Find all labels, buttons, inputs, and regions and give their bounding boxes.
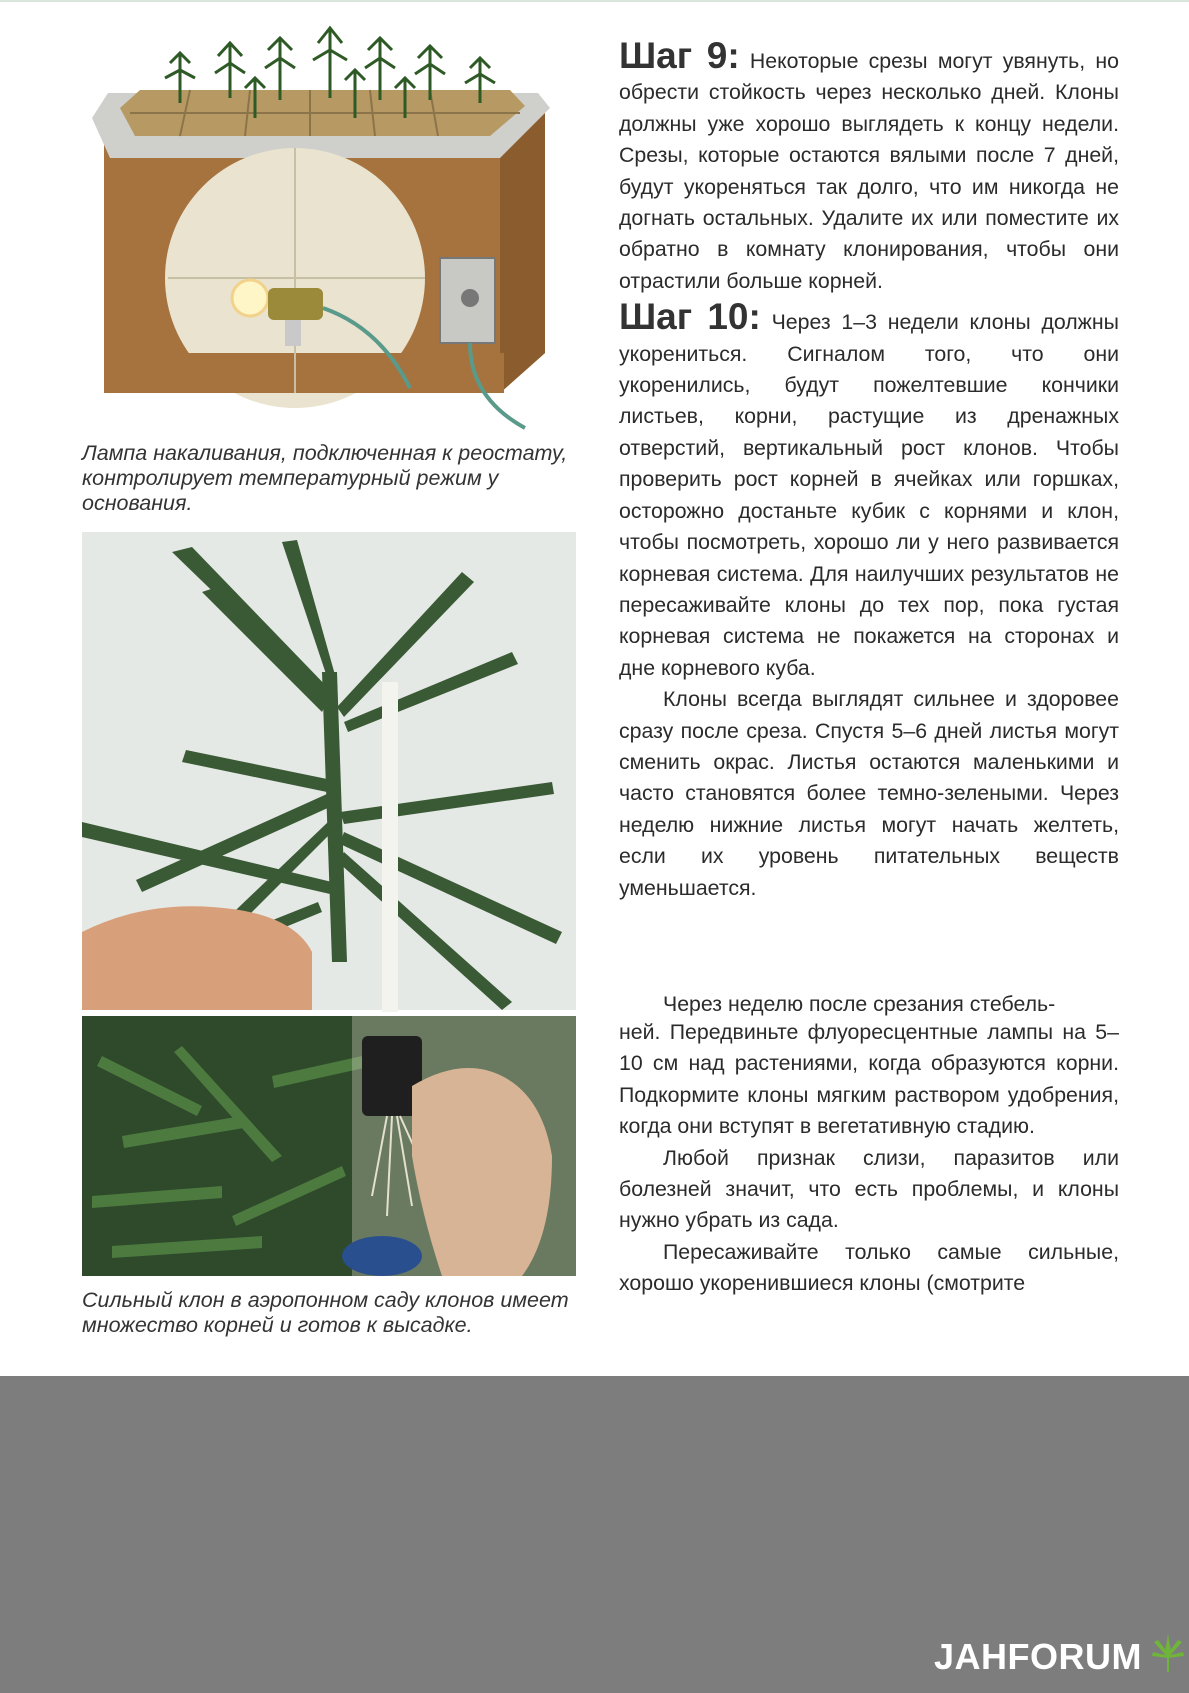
- hand: [82, 906, 312, 1010]
- slime-paragraph: Любой признак слизи, паразитов или болезней значит, что есть проблемы, и клоны нужно убрать из сада.: [619, 1145, 1119, 1233]
- blue-pot: [342, 1236, 422, 1276]
- clones-strength-paragraph: Клоны всегда выглядят сильнее и здоровее сразу после среза. Спустя 5–6 дней листья могут сменить окрас. Листья остаются маленькими и часто становятся более темно-зелеными. Через неделю нижние листья могут начать желтеть, если их уровень питательных веществ уменьшается.: [619, 687, 1119, 900]
- article-text-continued: [619, 1017, 1119, 1300]
- watermark-logo: JAHFORUM: [934, 1636, 1142, 1677]
- step-9-text: Некоторые срезы могут увянуть, но обрести стойкость через несколько дней. Клоны должны уже хорошо выглядеть к концу недели. Срезы, которые остаются вялыми после 7 дней, будут укореняться так долго, что им никогда не догнать остальных. Удалите их или поместите их обратно в комнату клонирования, чтобы они отрастили больше корней.: [619, 49, 1119, 293]
- light-bulb: [232, 280, 268, 316]
- aeroponic-clone-photo: [82, 1016, 576, 1276]
- lamps-paragraph: ней. Передвиньте флуоресцентные лампы на 5–10 см над растениями, когда образуются корни. Подкормите клоны мягким раствором удобрения, когда они вступят в вегетативную стадию.: [619, 1020, 1119, 1139]
- article-text: [619, 35, 1119, 904]
- step-9-paragraph: [619, 35, 1119, 297]
- heat-box-illustration: [80, 8, 590, 443]
- transplant-paragraph: Пересаживайте только самые сильные, хорошо укоренившиеся клоны (смотрите: [619, 1239, 1119, 1296]
- cut-off-line: Через неделю после срезания стебель-: [663, 992, 1056, 1016]
- top-rule: [0, 0, 1189, 2]
- step-10-paragraph: [619, 296, 1119, 684]
- step-9-heading: Шаг 9:: [619, 35, 740, 76]
- clone-plant-photo: [82, 532, 576, 1010]
- lamp-socket: [268, 288, 323, 320]
- step-10-text: Через 1–3 недели клоны должны укорениться. Сигналом того, что они укоренились, будут пожелтевшие кончики листьев, корни, растущие из дренажных отверстий, вертикальный рост клонов. Чтобы проверить рост корней в ячейках или горшках, осторожно достаньте кубик с корнями и клон, чтобы посмотреть, хорошо ли у него развивается корневая система. Для наилучших результатов не пересаживайте клоны до тех пор, пока густая корневая система не покажется на сторонах и дне корневого куба.: [619, 310, 1119, 680]
- clone-caption: Сильный клон в аэропонном саду клонов имеет множество корней и готов к высадке.: [82, 1288, 569, 1337]
- cannabis-leaf-icon: [1150, 1630, 1186, 1674]
- lamp-caption: Лампа накаливания, подключенная к реостату, контролирует температурный режим у основания.: [82, 441, 568, 515]
- box-side: [500, 113, 545, 393]
- step-10-heading: Шаг 10:: [619, 296, 761, 338]
- plant-label-stick: [382, 682, 398, 1012]
